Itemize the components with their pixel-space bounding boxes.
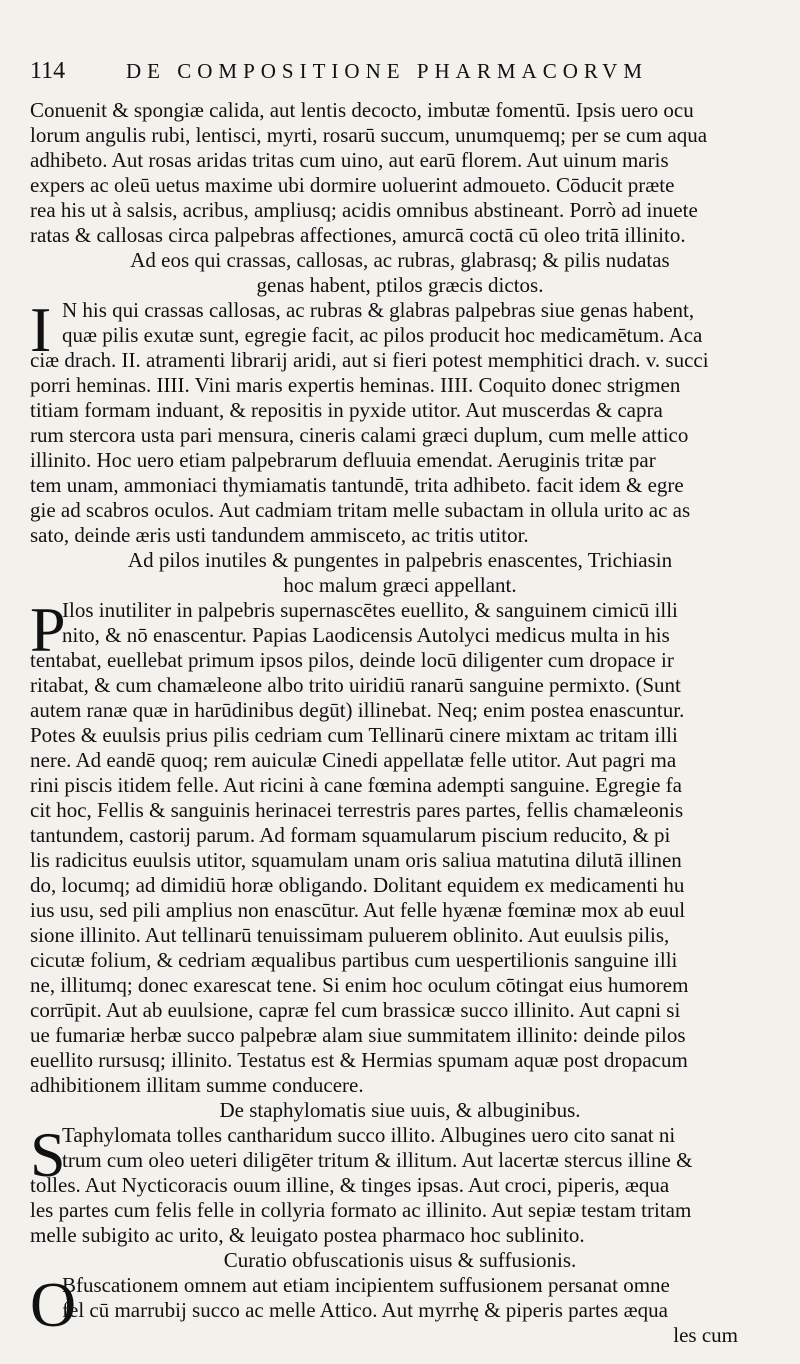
running-title: DE COMPOSITIONE PHARMACORVM — [126, 59, 649, 83]
text-line: fel cū marrubij succo ac melle Attico. Aut myrrhę & piperis partes æqua — [62, 1298, 668, 1322]
drop-cap: P — [30, 594, 66, 665]
text-line: ue fumariæ herbæ succo palpebræ alam siue summitatem illinito: deinde pilos — [30, 1023, 686, 1047]
paragraph-block-1 — [30, 98, 770, 248]
drop-cap: I — [30, 294, 52, 365]
text-line: ritabat, & cum chamæleone albo trito uiridiū ranarū sanguine permixto. (Sunt — [30, 673, 681, 697]
text-line: autem ranæ quæ in harūdinibus degūt) illinebat. Neq; enim postea enascuntur. — [30, 698, 685, 722]
text-line: ciæ drach. II. atramenti librarij aridi, aut si fieri potest memphitici drach. v. succi — [30, 348, 709, 372]
section-heading-2 — [30, 548, 770, 598]
text-line: N his qui crassas callosas, ac rubras & glabras palpebras siue genas habent, — [62, 298, 695, 322]
text-line: Potes & euulsis prius pilis cedriam cum Tellinarū cinere mixtam ac tritam illi — [30, 723, 678, 747]
text-line: quæ pilis exutæ sunt, egregie facit, ac pilos producit hoc medicamētum. Aca — [62, 323, 703, 347]
text-line: tem unam, ammoniaci thymiamatis tantundē, trita adhibeto. facit idem & egre — [30, 473, 684, 497]
text-line: Taphylomata tolles cantharidum succo illito. Albugines uero cito sanat ni — [62, 1123, 676, 1147]
text-line: Bfuscationem omnem aut etiam incipientem suffusionem persanat omne — [62, 1273, 670, 1297]
text-line: nere. Ad eandē quoq; rem auiculæ Cinedi appellatæ felle utitor. Aut pagri ma — [30, 748, 677, 772]
drop-cap: S — [30, 1119, 66, 1190]
heading-line: De staphylomatis siue uuis, & albuginibus. — [219, 1098, 581, 1122]
text-line: ratas & callosas circa palpebras affectiones, amurcā coctā cū oleo tritā illinito. — [30, 223, 686, 247]
text-line: adhibitionem illitam summe conducere. — [30, 1073, 364, 1097]
text-line: tantundem, castorij parum. Ad formam squamularum piscium reducito, & pi — [30, 823, 671, 847]
paragraph-block-3 — [30, 594, 770, 1098]
text-line: tentabat, euellebat primum ipsos pilos, deinde locū diligenter cum dropace ir — [30, 648, 674, 672]
text-line: expers ac oleū uetus maxime ubi dormire uoluerint admoueto. Cōducit præte — [30, 173, 675, 197]
text-line: porri heminas. IIII. Vini maris expertis heminas. IIII. Coquito donec strigmen — [30, 373, 681, 397]
text-line: sato, deinde æris usti tandundem ammisceto, ac tritis utitor. — [30, 523, 529, 547]
text-line: les partes cum felis felle in collyria formato ac illinito. Aut sepiæ testam tritam — [30, 1198, 692, 1222]
text-line: sione illinito. Aut tellinarū tenuissimam puluerem oblinito. Aut euulsis pilis, — [30, 923, 670, 947]
text-line: rum stercora usta pari mensura, cineris calami græci duplum, cum melle attico — [30, 423, 689, 447]
heading-line: genas habent, ptilos græcis dictos. — [256, 273, 544, 297]
text-line: Conuenit & spongiæ calida, aut lentis decocto, imbutæ fomentū. Ipsis uero ocu — [30, 98, 694, 122]
text-line: do, locumq; ad dimidiū horæ obligando. Dolitant equidem ex medicamenti hu — [30, 873, 685, 897]
text-line: euellito rursusq; illinito. Testatus est & Hermias spumam aquæ post dropacum — [30, 1048, 688, 1072]
heading-line: hoc malum græci appellant. — [283, 573, 517, 597]
catchword: les cum — [673, 1323, 738, 1347]
text-line: corrūpit. Aut ab euulsione, capræ fel cum brassicæ succo illinito. Aut capni si — [30, 998, 681, 1022]
text-line: rea his ut à salsis, acribus, ampliusq; acidis omnibus abstineant. Porrò ad inuete — [30, 198, 698, 222]
text-line: ius usu, sed pili amplius non enascūtur. Aut felle hyænæ fœminæ mox ab euul — [30, 898, 686, 922]
text-line: illinito. Hoc uero etiam palpebrarum defluuia emendat. Aeruginis tritæ par — [30, 448, 656, 472]
text-line: Ilos inutiliter in palpebris supernascētes euellito, & sanguinem cimicū illi — [62, 598, 678, 622]
heading-line: Curatio obfuscationis uisus & suffusionis. — [223, 1248, 577, 1272]
text-line: melle subigito ac urito, & leuigato postea pharmaco hoc sublinito. — [30, 1223, 585, 1247]
text-line: rini piscis itidem felle. Aut ricini à cane fœmina adempti sanguine. Egregie fa — [30, 773, 682, 797]
text-line: adhibeto. Aut rosas aridas tritas cum uino, aut earū florem. Aut uinum maris — [30, 148, 669, 172]
paragraph-block-2 — [30, 294, 770, 548]
text-line: cit hoc, Fellis & sanguinis herinacei terrestris pares partes, fellis chamæleonis — [30, 798, 684, 822]
text-line: gie ad scabros oculos. Aut cadmiam tritam melle subactam in ollula urito ac as — [30, 498, 691, 522]
section-heading-3 — [30, 1098, 770, 1123]
heading-line: Ad pilos inutiles & pungentes in palpebris enascentes, Trichiasin — [127, 548, 673, 572]
section-heading-1 — [30, 248, 770, 298]
text-line: tolles. Aut Nycticoracis ouum illine, & tinges ipsas. Aut croci, piperis, æqua — [30, 1173, 670, 1197]
page-number: 114 — [30, 58, 66, 84]
text-line: ne, illitumq; donec exarescat tene. Si enim hoc oculum cōtingat eius humorem — [30, 973, 689, 997]
heading-line: Ad eos qui crassas, callosas, ac rubras, glabrasq; & pilis nudatas — [130, 248, 670, 272]
paragraph-block-4 — [30, 1119, 770, 1248]
text-line: trum cum oleo ueteri diligēter tritum & illitum. Aut lacertæ stercus illine & — [62, 1148, 693, 1172]
text-line: lorum angulis rubi, lentisci, myrti, rosarū succum, unumquemq; per se cum aqua — [30, 123, 708, 147]
drop-cap: O — [30, 1269, 77, 1340]
text-line: lis radicitus euulsis utitor, squamulam unam oris saliua matutina dilutā illinen — [30, 848, 682, 872]
text-line: cicutæ folium, & cedriam æqualibus partibus cum uespertilionis sanguine illi — [30, 948, 678, 972]
text-line: titiam formam induant, & repositis in pyxide utitor. Aut muscerdas & capra — [30, 398, 663, 422]
section-heading-4 — [30, 1248, 770, 1273]
running-head — [30, 58, 770, 98]
text-line: nito, & nō enascentur. Papias Laodicensis Autolyci medicus multa in his — [62, 623, 670, 647]
